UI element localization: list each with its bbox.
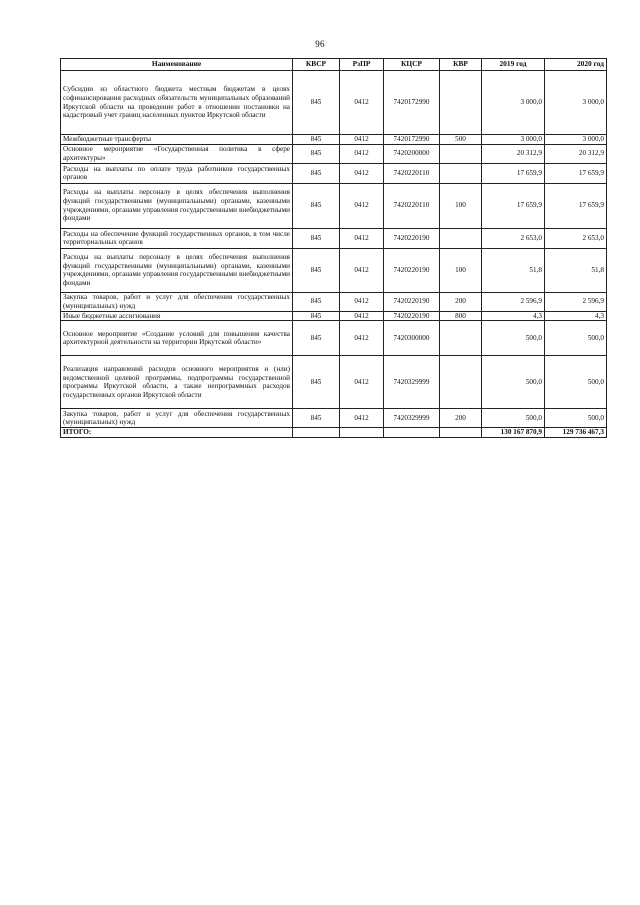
- row-2020: 500,0: [545, 321, 607, 356]
- row-kcsr: 7420220110: [384, 183, 440, 228]
- row-kvsr: 845: [293, 228, 340, 248]
- row-kcsr: 7420329999: [384, 356, 440, 409]
- table-row: [61, 321, 607, 356]
- row-name: Закупка товаров, работ и услуг для обеспечения государственных (муниципальных) нужд: [61, 409, 293, 428]
- row-rzpr: 0412: [340, 292, 384, 311]
- row-kvr: [440, 356, 482, 409]
- row-2020: 500,0: [545, 356, 607, 409]
- table-row: [61, 248, 607, 292]
- row-2019: 20 312,9: [482, 144, 545, 163]
- row-kcsr: 7420329999: [384, 409, 440, 428]
- row-name: Иные бюджетные ассигнования: [61, 311, 293, 321]
- row-2019: 17 659,9: [482, 163, 545, 183]
- table-row: [61, 292, 607, 311]
- row-kcsr: 7420220190: [384, 228, 440, 248]
- row-kvsr: 845: [293, 183, 340, 228]
- row-name: Расходы на обеспечение функций государственных органов, в том числе территориальных органов: [61, 228, 293, 248]
- row-rzpr: 0412: [340, 311, 384, 321]
- row-rzpr: 0412: [340, 248, 384, 292]
- header-2020: 2020 год: [545, 59, 607, 71]
- row-2020: 500,0: [545, 409, 607, 428]
- row-2019: 2 653,0: [482, 228, 545, 248]
- row-name: Расходы на выплаты по оплате труда работников государственных органов: [61, 163, 293, 183]
- total-empty-cell: [440, 428, 482, 438]
- row-kcsr: 7420300000: [384, 321, 440, 356]
- row-2020: 17 659,9: [545, 163, 607, 183]
- table-row: [61, 409, 607, 428]
- row-kvr: [440, 71, 482, 135]
- total-empty-cell: [293, 428, 340, 438]
- row-kcsr: 7420220190: [384, 311, 440, 321]
- row-2020: 4,3: [545, 311, 607, 321]
- page-number: 96: [315, 39, 325, 49]
- row-kvr: 200: [440, 292, 482, 311]
- header-rzpr: РзПР: [340, 59, 384, 71]
- row-kvr: 100: [440, 248, 482, 292]
- row-kcsr: 7420172990: [384, 135, 440, 145]
- total-label: ИТОГО:: [61, 428, 293, 438]
- row-kvsr: 845: [293, 71, 340, 135]
- budget-table: [60, 58, 607, 438]
- table-row: [61, 163, 607, 183]
- row-2020: 2 596,9: [545, 292, 607, 311]
- header-kcsr: КЦСР: [384, 59, 440, 71]
- row-rzpr: 0412: [340, 135, 384, 145]
- row-kcsr: 7420172990: [384, 71, 440, 135]
- header-kvsr: КВСР: [293, 59, 340, 71]
- row-2020: 51,8: [545, 248, 607, 292]
- row-rzpr: 0412: [340, 356, 384, 409]
- row-kcsr: 7420220110: [384, 163, 440, 183]
- row-kvsr: 845: [293, 144, 340, 163]
- row-name: Расходы на выплаты персоналу в целях обеспечения выполнения функций государственными (муниципальными) органами, казенными учреждениями, органами управления государственными внебюджетными фондами: [61, 248, 293, 292]
- row-2019: 3 000,0: [482, 135, 545, 145]
- row-kvsr: 845: [293, 356, 340, 409]
- row-2019: 17 659,9: [482, 183, 545, 228]
- table-row: [61, 228, 607, 248]
- row-name: Основное мероприятие «Государственная политика в сфере архитектуры»: [61, 144, 293, 163]
- row-name: Основное мероприятие «Создание условий для повышения качества архитектурной деятельности на территории Иркутской области»: [61, 321, 293, 356]
- row-kvsr: 845: [293, 311, 340, 321]
- row-kcsr: 7420220190: [384, 292, 440, 311]
- row-kvr: 200: [440, 409, 482, 428]
- row-2019: 4,3: [482, 311, 545, 321]
- row-name: Межбюджетные трансферты: [61, 135, 293, 145]
- total-2020: 129 736 467,3: [545, 428, 607, 438]
- row-kvsr: 845: [293, 292, 340, 311]
- row-kvsr: 845: [293, 135, 340, 145]
- total-2019: 130 167 870,9: [482, 428, 545, 438]
- row-2019: 2 596,9: [482, 292, 545, 311]
- row-2020: 2 653,0: [545, 228, 607, 248]
- row-2020: 3 000,0: [545, 71, 607, 135]
- row-kvr: [440, 228, 482, 248]
- row-rzpr: 0412: [340, 163, 384, 183]
- row-kvr: [440, 144, 482, 163]
- total-row: [61, 428, 607, 438]
- row-kvsr: 845: [293, 409, 340, 428]
- row-name: Расходы на выплаты персоналу в целях обеспечения выполнения функций государственными (муниципальными) органами, казенными учреждениями, органами управления государственными внебюджетными фондами: [61, 183, 293, 228]
- row-kvr: 100: [440, 183, 482, 228]
- row-kcsr: 7420200000: [384, 144, 440, 163]
- row-2020: 17 659,9: [545, 183, 607, 228]
- row-rzpr: 0412: [340, 183, 384, 228]
- row-2020: 3 000,0: [545, 135, 607, 145]
- row-rzpr: 0412: [340, 228, 384, 248]
- row-kvsr: 845: [293, 248, 340, 292]
- row-kvsr: 845: [293, 321, 340, 356]
- table-row: [61, 144, 607, 163]
- row-name: Субсидии из областного бюджета местным бюджетам в целях софинансирования расходных обязательств муниципальных образований Иркутской области на проведение работ в отношении постановки на кадастровый учет границ населенных пунктов Иркутской области: [61, 71, 293, 135]
- header-2019: 2019 год: [482, 59, 545, 71]
- row-kvsr: 845: [293, 163, 340, 183]
- row-2020: 20 312,9: [545, 144, 607, 163]
- row-2019: 500,0: [482, 321, 545, 356]
- table-row: [61, 71, 607, 135]
- row-rzpr: 0412: [340, 321, 384, 356]
- row-name: Реализация направлений расходов основного мероприятия и (или) ведомственной целевой программы, подпрограммы государственной программы Иркутской области, а также непрограммных расходов государственных органов Иркутской области: [61, 356, 293, 409]
- table-header-row: [61, 59, 607, 71]
- header-kvr: КВР: [440, 59, 482, 71]
- table-row: [61, 356, 607, 409]
- row-kvr: [440, 163, 482, 183]
- row-kvr: 500: [440, 135, 482, 145]
- row-kvr: 800: [440, 311, 482, 321]
- header-name: Наименование: [61, 59, 293, 71]
- table-row: [61, 135, 607, 145]
- row-name: Закупка товаров, работ и услуг для обеспечения государственных (муниципальных) нужд: [61, 292, 293, 311]
- total-empty-cell: [340, 428, 384, 438]
- row-kvr: [440, 321, 482, 356]
- row-2019: 3 000,0: [482, 71, 545, 135]
- table-row: [61, 311, 607, 321]
- total-empty-cell: [384, 428, 440, 438]
- row-2019: 500,0: [482, 356, 545, 409]
- row-rzpr: 0412: [340, 409, 384, 428]
- row-rzpr: 0412: [340, 71, 384, 135]
- row-2019: 500,0: [482, 409, 545, 428]
- row-2019: 51,8: [482, 248, 545, 292]
- table-row: [61, 183, 607, 228]
- row-rzpr: 0412: [340, 144, 384, 163]
- row-kcsr: 7420220190: [384, 248, 440, 292]
